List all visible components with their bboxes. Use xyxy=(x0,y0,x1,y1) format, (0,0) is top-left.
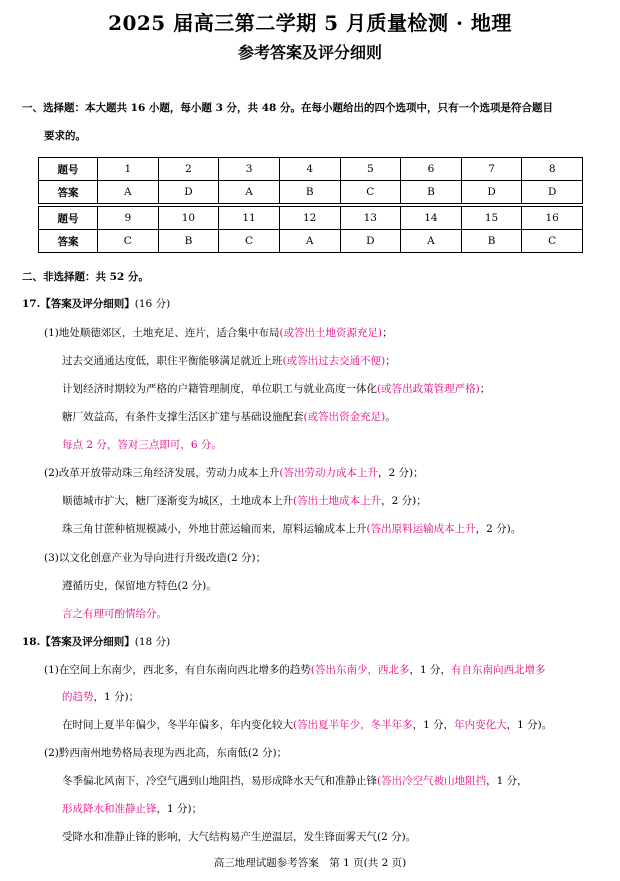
section1-intro-line2: 要求的。 xyxy=(44,130,86,142)
page-title: 2025 届高三第二学期 5 月质量检测 · 地理 xyxy=(108,11,512,35)
table-header-number: 题号 xyxy=(39,158,98,181)
table-cell: A xyxy=(219,181,280,204)
answer-text: ，2 分)； xyxy=(381,495,427,507)
table-cell: A xyxy=(401,230,462,253)
answer-table xyxy=(38,157,583,253)
scoring-note: (答出原料运输成本上升 xyxy=(366,523,476,535)
table-cell: D xyxy=(158,181,219,204)
q17-line: (3)以文化创意产业为导向进行升级改造(2 分)； xyxy=(44,552,267,564)
answer-text: ，1 分， xyxy=(486,775,528,787)
q17-line xyxy=(62,521,521,537)
table-cell: B xyxy=(158,230,219,253)
scoring-note: (或答出政策管理严格) xyxy=(377,383,480,395)
table-cell: 12 xyxy=(279,207,340,230)
q18-line xyxy=(62,801,202,817)
table-cell: 8 xyxy=(522,158,583,181)
scoring-note: (答出夏半年少，冬半年多 xyxy=(293,719,413,731)
scoring-note: (答出土地成本上升 xyxy=(293,495,382,507)
answer-text: 珠三角甘蔗种植规模减小，外地甘蔗运输而来，原料运输成本上升 xyxy=(62,523,367,535)
table-header-answer: 答案 xyxy=(39,230,98,253)
table-cell: 14 xyxy=(401,207,462,230)
table-row xyxy=(39,181,583,204)
answer-text: (2)改革开放带动珠三角经济发展，劳动力成本上升 xyxy=(44,467,280,479)
page-footer: 高三地理试题参考答案 第 1 页(共 2 页) xyxy=(213,857,407,869)
scoring-note: (答出东南少，西北多 xyxy=(310,664,410,676)
answer-text: ，1 分， xyxy=(409,664,452,676)
table-cell: D xyxy=(340,230,401,253)
table-cell: B xyxy=(279,181,340,204)
scoring-note: 形成降水和准静止锋 xyxy=(62,803,157,815)
q17-line xyxy=(44,465,424,481)
q18-line: (2)黔西南州地势格局表现为西北高，东南低(2 分)； xyxy=(44,747,288,759)
q17-scoring-note: 言之有理可酌情给分。 xyxy=(62,608,167,620)
answer-text: ，2 分)。 xyxy=(475,523,522,535)
table-cell: 13 xyxy=(340,207,401,230)
table-cell: D xyxy=(522,181,583,204)
answer-text: ，2 分)； xyxy=(377,467,424,479)
q18-line xyxy=(44,662,546,678)
answer-text: 冬季偏北风南下，冷空气遇到山地阻挡，易形成降水天气和准静止锋 xyxy=(62,775,377,787)
table-header-number: 题号 xyxy=(39,207,98,230)
table-cell: 16 xyxy=(522,207,583,230)
q18-line xyxy=(62,717,552,733)
scoring-note: (答出劳动力成本上升 xyxy=(279,467,378,479)
answer-text: ； xyxy=(479,383,491,395)
scoring-note: (或答出资金充足) xyxy=(303,411,386,423)
q17-heading xyxy=(22,296,170,312)
answer-text: 在时间上夏半年偏少，冬半年偏多，年内变化较大 xyxy=(62,719,293,731)
answer-text: 糖厂效益高，有条件支撑生活区扩建与基础设施配套 xyxy=(62,411,304,423)
table-row xyxy=(39,207,583,230)
answer-text: ，1 分)。 xyxy=(506,719,553,731)
answer-text: (1)在空间上东南少，西北多，有自东南向西北增多的趋势 xyxy=(44,664,311,676)
table-cell: 2 xyxy=(158,158,219,181)
q18-line xyxy=(62,689,139,705)
table-row xyxy=(39,230,583,253)
q18-heading xyxy=(22,634,170,650)
q18-line xyxy=(62,773,528,789)
table-row xyxy=(39,158,583,181)
table-cell: C xyxy=(219,230,280,253)
table-cell: 5 xyxy=(340,158,401,181)
q17-line xyxy=(62,493,427,509)
q17-line xyxy=(62,409,396,425)
q17-points: (16 分) xyxy=(134,298,171,310)
table-cell: 15 xyxy=(461,207,522,230)
answer-text: ； xyxy=(385,355,396,367)
table-cell: A xyxy=(279,230,340,253)
answer-text: ； xyxy=(382,327,393,339)
answer-text: ，1 分， xyxy=(412,719,455,731)
table-cell: D xyxy=(461,181,522,204)
table-cell: 4 xyxy=(279,158,340,181)
table-cell: 1 xyxy=(98,158,159,181)
section1-intro-line1: 一、选择题：本大题共 16 小题，每小题 3 分，共 48 分。在每小题给出的四个选项中，只有一个选项是符合题目 xyxy=(22,102,553,114)
answer-text: 顺德城市扩大，糖厂逐渐变为城区，土地成本上升 xyxy=(62,495,293,507)
scoring-note: 有自东南向西北增多 xyxy=(451,664,546,676)
table-cell: 10 xyxy=(158,207,219,230)
q18-head: 18.【答案及评分细则】 xyxy=(22,636,135,648)
q17-line: 遵循历史，保留地方特色(2 分)。 xyxy=(62,580,217,592)
scoring-note: (或答出土地资源充足) xyxy=(279,327,383,339)
q17-head: 17.【答案及评分细则】 xyxy=(22,298,135,310)
q18-points: (18 分) xyxy=(134,636,171,648)
page-subtitle: 参考答案及评分细则 xyxy=(237,43,382,62)
table-cell: 3 xyxy=(219,158,280,181)
scoring-note: (答出冷空气被山地阻挡 xyxy=(377,775,487,787)
table-cell: 6 xyxy=(401,158,462,181)
table-header-answer: 答案 xyxy=(39,181,98,204)
table-cell: C xyxy=(340,181,401,204)
table-cell: 9 xyxy=(98,207,159,230)
q17-scoring-note: 每点 2 分，答对三点即可，6 分。 xyxy=(62,439,222,451)
answer-text: ，1 分)； xyxy=(93,691,140,703)
q17-line xyxy=(44,325,393,341)
table-cell: B xyxy=(461,230,522,253)
table-cell: 11 xyxy=(219,207,280,230)
table-cell: C xyxy=(522,230,583,253)
section2-heading: 二、非选择题：共 52 分。 xyxy=(22,271,149,283)
answer-text: (1)地处顺德郊区，土地充足、连片，适合集中布局 xyxy=(44,327,280,339)
table-cell: B xyxy=(401,181,462,204)
table-cell: A xyxy=(98,181,159,204)
table-cell: 7 xyxy=(461,158,522,181)
q18-line: 受降水和准静止锋的影响，大气结构易产生逆温层，发生锋面雾天气(2 分)。 xyxy=(62,831,417,843)
answer-text: 。 xyxy=(385,411,396,423)
q17-line xyxy=(62,353,396,369)
scoring-note: 的趋势 xyxy=(62,691,94,703)
table-cell: C xyxy=(98,230,159,253)
q17-line xyxy=(62,381,490,397)
answer-text: 计划经济时期较为严格的户籍管理制度，单位职工与就业高度一体化 xyxy=(62,383,377,395)
answer-text: 过去交通通达度低，职住平衡能够满足就近上班 xyxy=(62,355,283,367)
answer-text: ，1 分)； xyxy=(156,803,203,815)
scoring-note: (或答出过去交通不便) xyxy=(282,355,386,367)
scoring-note: 年内变化大 xyxy=(454,719,507,731)
